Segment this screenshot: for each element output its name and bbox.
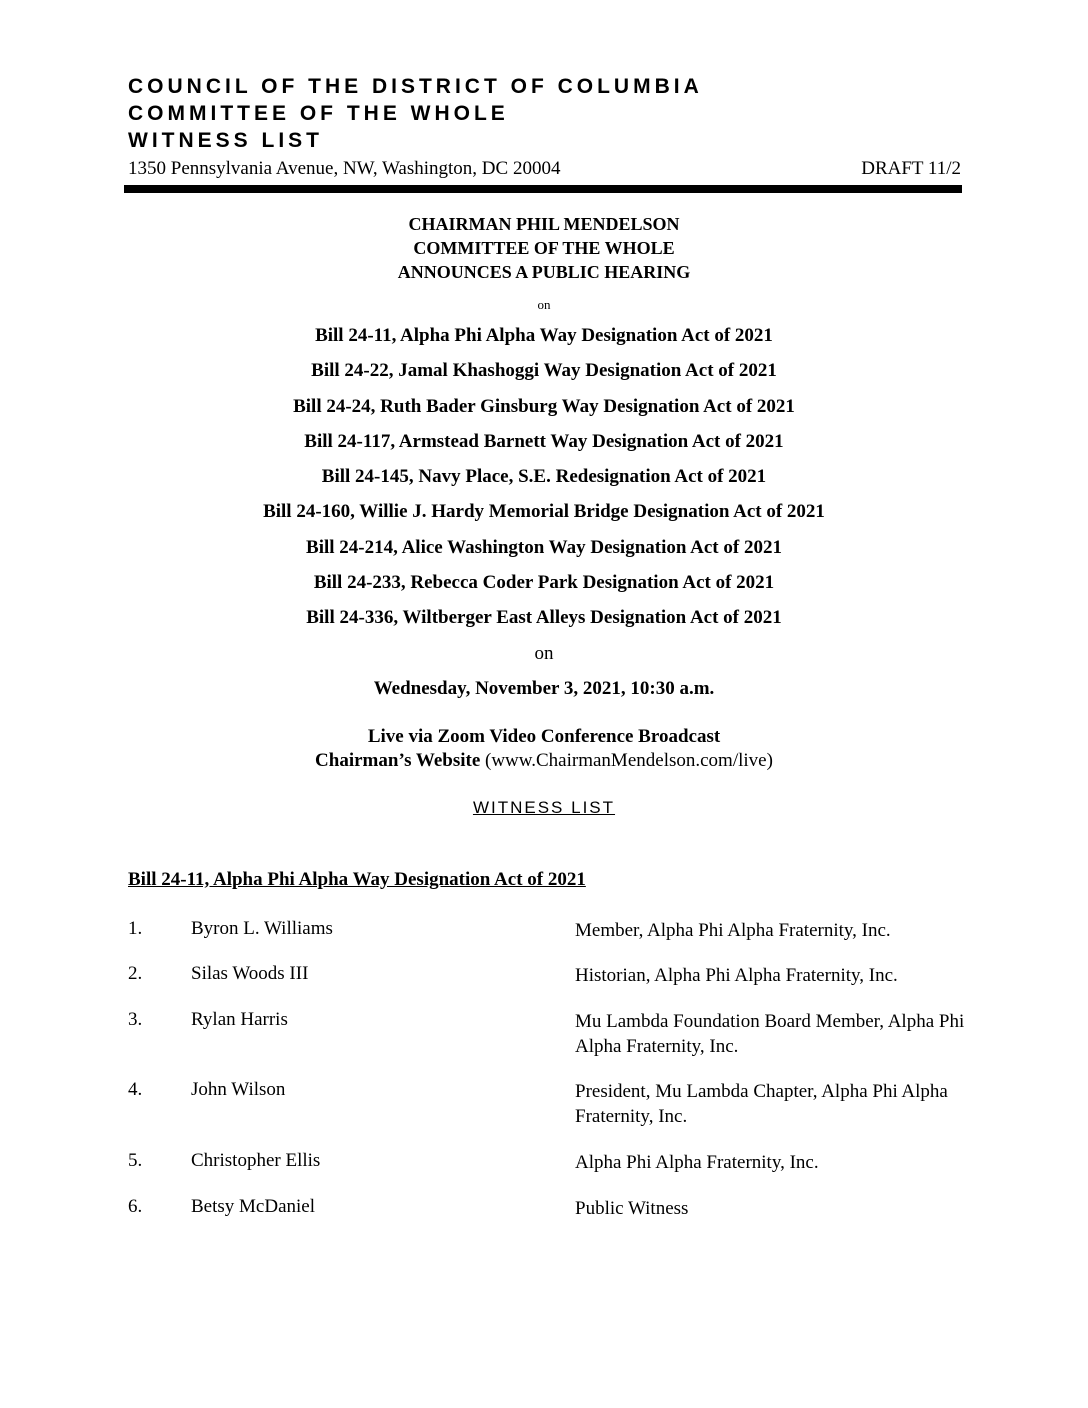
witness-affiliation: President, Mu Lambda Chapter, Alpha Phi Alpha Fraternity, Inc. (575, 1081, 948, 1127)
announcement-line-2: COMMITTEE OF THE WHOLE (413, 238, 675, 258)
witness-affiliation: Member, Alpha Phi Alpha Fraternity, Inc. (575, 920, 891, 941)
witness-affiliation: Historian, Alpha Phi Alpha Fraternity, Inc. (575, 965, 898, 986)
bill-title: Bill 24-117, Armstead Barnett Way Designation Act of 2021 (304, 431, 784, 452)
bill-title: Bill 24-336, Wiltberger East Alleys Designation Act of 2021 (306, 607, 782, 628)
witness-number: 1. (128, 918, 143, 939)
header-rule (124, 185, 962, 193)
committee-title: COMMITTEE OF THE WHOLE (128, 102, 509, 125)
witness-list-heading: WITNESS LIST (472, 798, 616, 817)
address: 1350 Pennsylvania Avenue, NW, Washington, DC 20004 (128, 158, 561, 179)
bill-title: Bill 24-145, Navy Place, S.E. Redesignation Act of 2021 (321, 466, 767, 487)
venue-website-url: (www.ChairmanMendelson.com/live) (480, 750, 773, 771)
bill-title: Bill 24-160, Willie J. Hardy Memorial Bridge Designation Act of 2021 (263, 501, 825, 522)
bill-title: Bill 24-11, Alpha Phi Alpha Way Designation Act of 2021 (315, 325, 773, 346)
witness-affiliation: Mu Lambda Foundation Board Member, Alpha Phi Alpha Fraternity, Inc. (575, 1011, 965, 1057)
witness-number: 5. (128, 1150, 143, 1171)
venue-website-label: Chairman’s Website (315, 750, 481, 771)
witness-name: Rylan Harris (191, 1009, 288, 1030)
witness-number: 6. (128, 1196, 143, 1217)
bill-title: Bill 24-22, Jamal Khashoggi Way Designation Act of 2021 (311, 360, 777, 381)
witness-name: Byron L. Williams (191, 918, 333, 939)
on-text-small: on (537, 297, 551, 312)
hearing-datetime: Wednesday, November 3, 2021, 10:30 a.m. (373, 678, 715, 699)
bill-title: Bill 24-24, Ruth Bader Ginsburg Way Designation Act of 2021 (293, 396, 795, 417)
council-title: COUNCIL OF THE DISTRICT OF COLUMBIA (128, 75, 703, 98)
witness-name: John Wilson (191, 1079, 286, 1100)
bill-title: Bill 24-233, Rebecca Coder Park Designation Act of 2021 (313, 572, 775, 593)
venue-line-2 (0, 749, 1088, 773)
announcement-line-1: CHAIRMAN PHIL MENDELSON (408, 214, 680, 234)
witness-name: Silas Woods III (191, 963, 309, 984)
witness-name: Betsy McDaniel (191, 1196, 316, 1217)
bill-title: Bill 24-214, Alice Washington Way Designation Act of 2021 (306, 537, 782, 558)
witness-number: 2. (128, 963, 143, 984)
on-text: on (534, 643, 554, 664)
witness-affiliation: Alpha Phi Alpha Fraternity, Inc. (575, 1152, 819, 1173)
draft-label: DRAFT 11/2 (861, 158, 961, 179)
announcement-line-3: ANNOUNCES A PUBLIC HEARING (397, 262, 691, 282)
witness-affiliation: Public Witness (575, 1198, 689, 1219)
venue-line-1: Live via Zoom Video Conference Broadcast (367, 726, 721, 747)
witness-number: 3. (128, 1009, 143, 1030)
witness-list-title: WITNESS LIST (128, 129, 323, 152)
witness-name: Christopher Ellis (191, 1150, 321, 1171)
witness-number: 4. (128, 1079, 143, 1100)
section-heading: Bill 24-11, Alpha Phi Alpha Way Designation Act of 2021 (128, 869, 586, 890)
